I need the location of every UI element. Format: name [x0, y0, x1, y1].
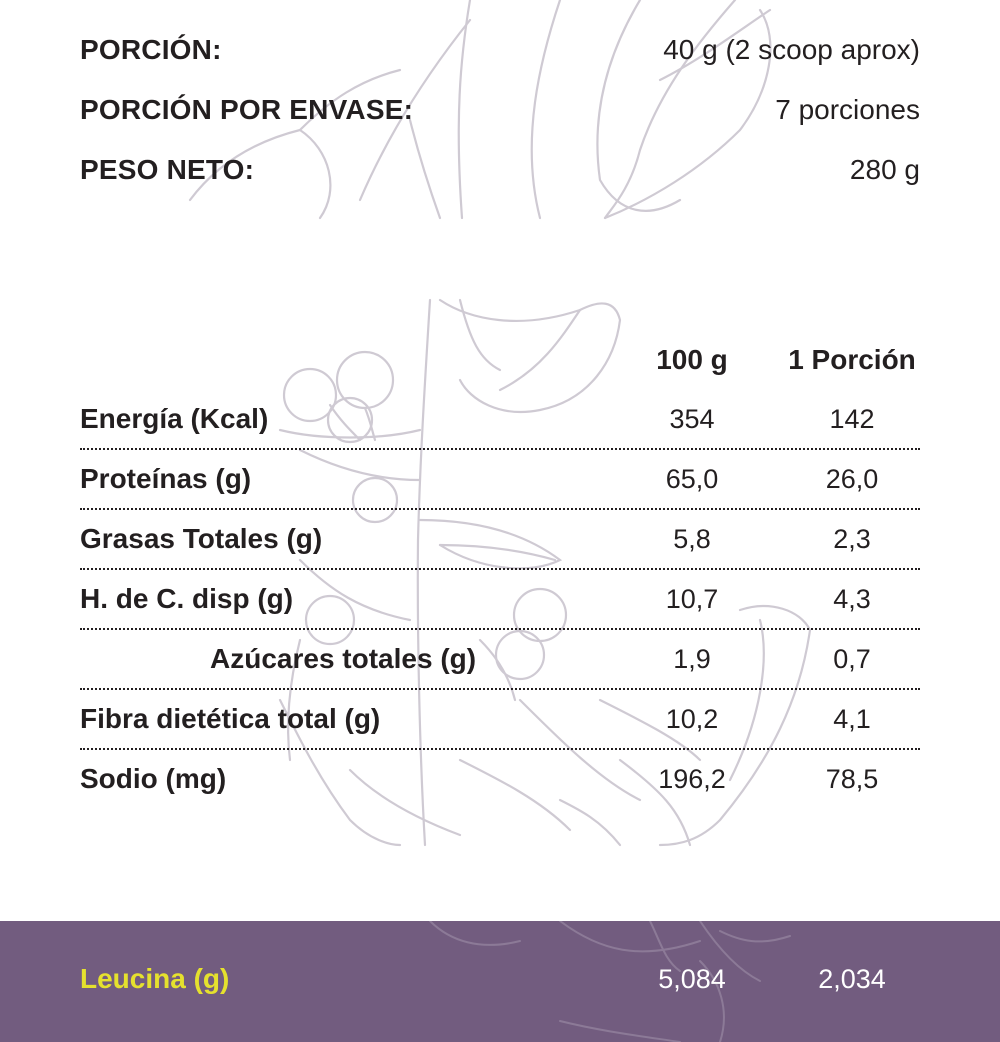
nutrition-row	[80, 689, 920, 749]
portion-value: 40 g (2 scoop aprox)	[663, 34, 920, 65]
nutrient-label: Sodio (mg)	[80, 763, 227, 794]
net-weight-value: 280 g	[849, 154, 920, 185]
value-per-100g: 1,9	[673, 644, 711, 674]
value-per-portion: 0,7	[833, 644, 871, 674]
nutrition-row	[80, 449, 920, 509]
portions-per-package-label: PORCIÓN POR ENVASE:	[80, 94, 414, 125]
value-per-100g: 10,7	[665, 584, 719, 614]
net-weight-row	[80, 150, 920, 190]
column-header-portion: 1 Porción	[788, 344, 916, 375]
leucine-band	[0, 921, 1000, 1042]
nutrition-row	[80, 509, 920, 569]
nutrition-row	[80, 629, 920, 689]
value-per-100g: 10,2	[665, 704, 719, 734]
value-per-portion: 4,1	[833, 704, 871, 734]
nutrient-label: H. de C. disp (g)	[80, 583, 294, 614]
value-per-100g: 65,0	[665, 464, 719, 494]
nutrient-label: Fibra dietética total (g)	[80, 703, 381, 734]
portion-row	[80, 30, 920, 70]
leucine-value-per-100g: 5,084	[658, 964, 726, 994]
net-weight-label: PESO NETO:	[80, 154, 255, 185]
value-per-portion: 2,3	[833, 524, 871, 554]
value-per-100g: 5,8	[673, 524, 711, 554]
nutrition-row	[80, 389, 920, 449]
value-per-100g: 354	[669, 404, 715, 434]
portion-label: PORCIÓN:	[80, 34, 222, 65]
nutrient-label: Energía (Kcal)	[80, 403, 269, 434]
nutrient-label: Grasas Totales (g)	[80, 523, 323, 554]
value-per-portion: 142	[829, 404, 875, 434]
value-per-portion: 4,3	[833, 584, 871, 614]
nutrition-row	[80, 749, 920, 809]
column-header-100g: 100 g	[656, 344, 728, 375]
value-per-portion: 26,0	[825, 464, 879, 494]
leucine-label: Leucina (g)	[80, 963, 230, 994]
portions-per-package-value: 7 porciones	[775, 94, 920, 125]
nutrient-sublabel: Azúcares totales (g)	[210, 643, 477, 674]
portions-per-package-row	[80, 90, 920, 130]
value-per-portion: 78,5	[825, 764, 879, 794]
nutrient-label: Proteínas (g)	[80, 463, 252, 494]
value-per-100g: 196,2	[658, 764, 726, 794]
nutrition-row	[80, 569, 920, 629]
leucine-value-per-portion: 2,034	[818, 964, 886, 994]
